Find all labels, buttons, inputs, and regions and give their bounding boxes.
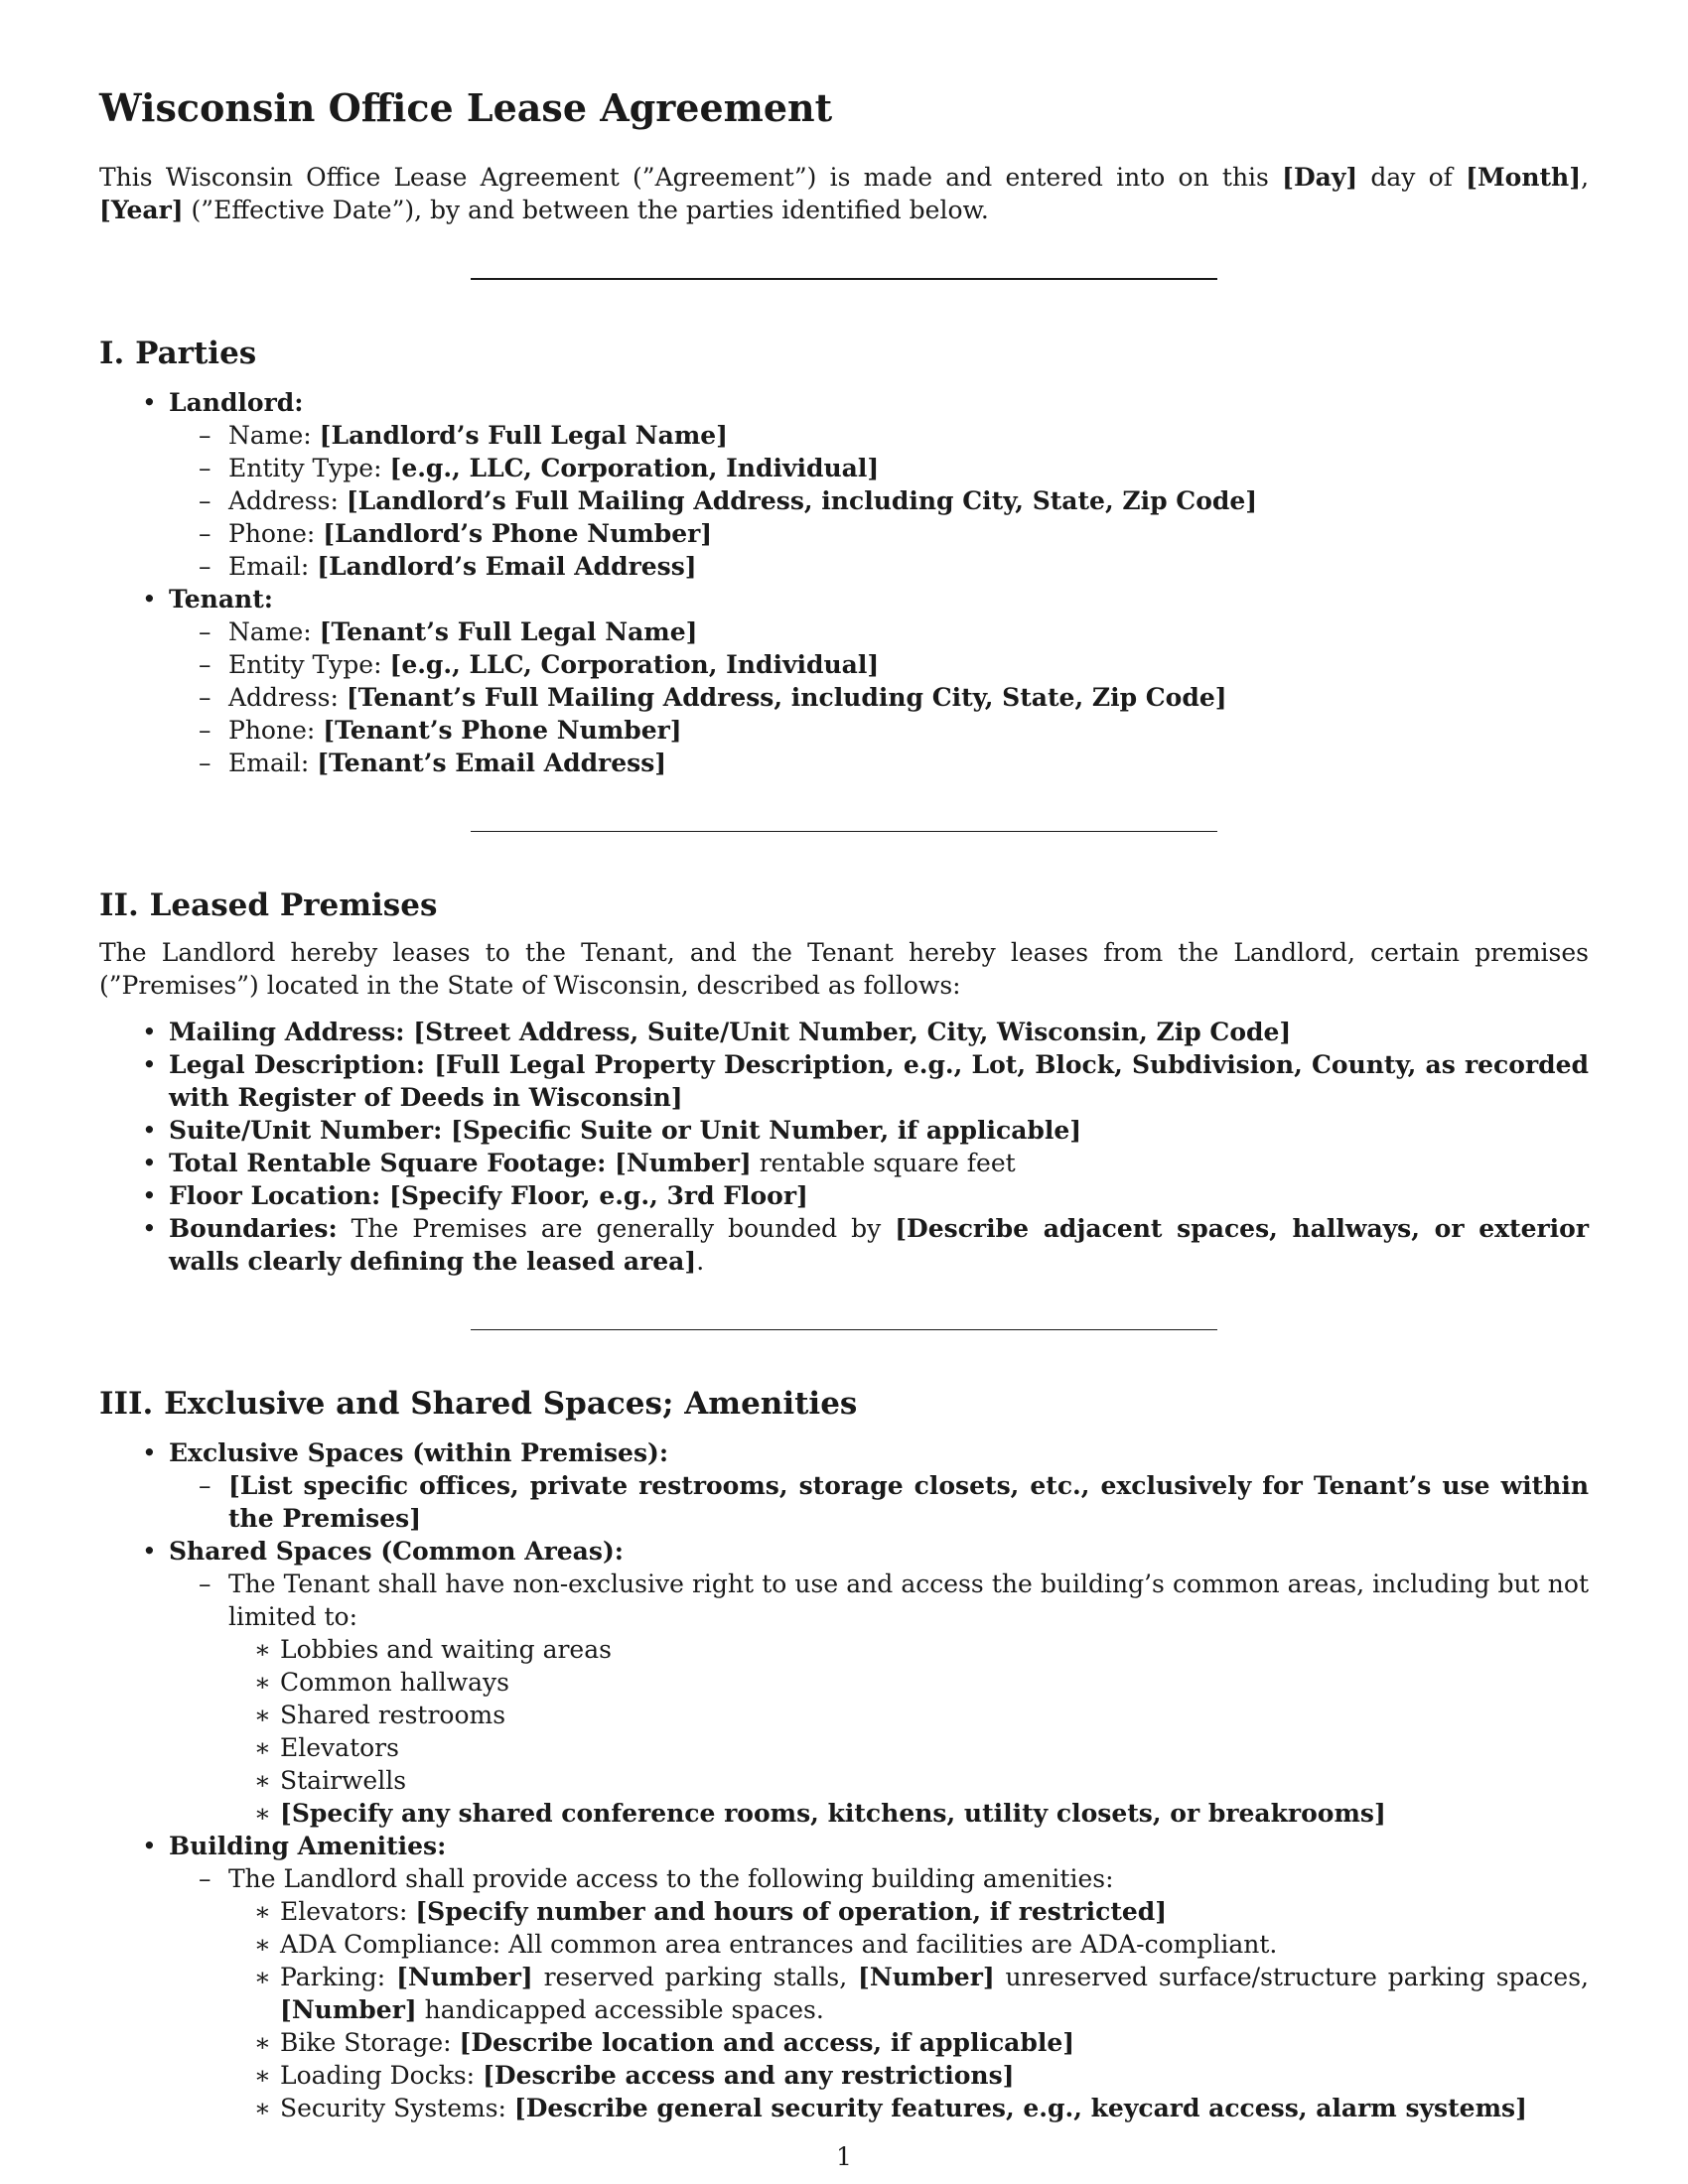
list-item: ∗ Common hallways [228,1666,1589,1699]
field-label: Boundaries: [169,1213,338,1243]
field-placeholder: [Specific Suite or Unit Number, if applicable] [451,1115,1082,1145]
square-footage-item [99,1147,1589,1179]
field-suffix: . [696,1246,705,1276]
day-placeholder: [Day] [1282,162,1358,192]
section-heading-spaces: III. Exclusive and Shared Spaces; Amenities [99,1385,858,1422]
exclusive-spaces-label: Exclusive Spaces (within Premises): [169,1438,669,1468]
landlord-item [99,386,1589,583]
landlord-phone [169,517,1589,550]
field-placeholder: [Describe access and any restrictions] [483,2061,1015,2091]
field-label: Mailing Address: [169,1017,414,1046]
boundaries-item [99,1212,1589,1278]
field-label: Address: [228,682,347,712]
field-label: Name: [228,420,320,450]
section-divider [471,831,1217,832]
field-placeholder: [Landlord’s Full Mailing Address, including City, State, Zip Code] [346,485,1258,515]
field-placeholder: [List specific offices, private restrooms, storage closets, etc., exclusively for Tenant’s use within the Premises] [228,1471,1589,1534]
section-divider [471,1329,1217,1330]
amenity-loading-docks [228,2059,1589,2092]
shared-spaces-details [169,1568,1589,1830]
field-placeholder: [Landlord’s Full Legal Name] [319,420,729,450]
tenant-label: Tenant: [169,584,273,614]
field-placeholder: [Street Address, Suite/Unit Number, City, Wisconsin, Zip Code] [413,1017,1292,1046]
tenant-address [169,681,1589,714]
exclusive-spaces-details [169,1469,1589,1535]
amenity-bike-storage [228,2026,1589,2059]
landlord-address [169,484,1589,517]
building-amenities-label: Building Amenities: [169,1832,447,1861]
list-item: ∗ Elevators [228,1731,1589,1764]
field-placeholder: [Describe adjacent spaces, hallways, or exterior walls clearly defining the leased area] [169,1213,1590,1276]
exclusive-spaces-placeholder [169,1469,1589,1535]
tenant-entity-type [169,648,1589,681]
field-text: handicapped accessible spaces. [416,1995,824,2025]
list-item: ∗ Lobbies and waiting areas [228,1633,1589,1666]
field-label: Bike Storage: [280,2028,460,2058]
field-placeholder: [Tenant’s Full Mailing Address, including City, State, Zip Code] [346,682,1227,712]
list-item: ∗ Stairwells [228,1764,1589,1797]
field-label: Parking: [280,1963,397,1992]
month-placeholder: [Month] [1466,162,1582,192]
shared-spaces-item [99,1535,1589,1830]
shared-spaces-list [228,1633,1589,1830]
field-label: Legal Description: [169,1049,435,1079]
field-placeholder: [Tenant’s Email Address] [317,748,667,777]
tenant-phone [169,714,1589,747]
field-placeholder: [Landlord’s Email Address] [317,551,697,581]
field-label: Email: [228,551,318,581]
field-text: unreserved surface/structure parking spaces, [994,1963,1589,1992]
exclusive-spaces-item [99,1436,1589,1535]
page-number: 1 [836,2142,852,2171]
landlord-name [169,419,1589,452]
tenant-details [169,615,1589,779]
field-label: Phone: [228,715,324,745]
section-divider [471,278,1217,280]
field-label: Entity Type: [228,453,390,482]
section-heading-premises: II. Leased Premises [99,887,438,923]
building-amenities-item [99,1830,1589,2124]
mailing-address-item [99,1016,1589,1048]
suite-number-item [99,1114,1589,1147]
field-placeholder: [Full Legal Property Description, e.g., Lot, Block, Subdivision, County, as recorded with Register of Deeds in Wisconsin] [169,1049,1589,1112]
landlord-details [169,419,1589,583]
landlord-email [169,550,1589,583]
intro-text: day of [1357,162,1467,192]
floor-location-item [99,1179,1589,1212]
field-text: The Landlord shall provide access to the following building amenities: [228,1864,1114,1894]
field-placeholder: [Number] [858,1963,995,1992]
field-placeholder: [Specify any shared conference rooms, kitchens, utility closets, or breakrooms] [280,1799,1386,1829]
field-label: Suite/Unit Number: [169,1115,452,1145]
legal-description-item [99,1048,1589,1114]
field-label: Total Rentable Square Footage: [169,1148,616,1177]
field-label: Floor Location: [169,1180,389,1210]
amenity-ada: ∗ ADA Compliance: All common area entrances and facilities are ADA-compliant. [228,1928,1589,1961]
amenity-parking [228,1961,1589,2026]
field-label: Address: [228,485,347,515]
field-text: The Tenant shall have non-exclusive right to use and access the building’s common areas, including but not limited to: [228,1570,1589,1632]
intro-text: This Wisconsin Office Lease Agreement (”Agreement”) is made and entered into on this [99,162,1283,192]
tenant-email [169,747,1589,779]
tenant-item [99,583,1589,779]
section-heading-parties: I. Parties [99,335,257,371]
building-amenities-details [169,1862,1589,2124]
field-label: Security Systems: [280,2094,514,2123]
field-placeholder: [Number] [280,1995,417,2025]
field-label: Name: [228,616,320,646]
spaces-list [99,1436,1589,2124]
tenant-name [169,615,1589,648]
shared-spaces-label: Shared Spaces (Common Areas): [169,1537,624,1567]
field-placeholder: [e.g., LLC, Corporation, Individual] [389,649,880,679]
field-placeholder: [Tenant’s Phone Number] [323,715,682,745]
intro-text: , [1581,162,1590,192]
field-suffix: rentable square feet [751,1148,1016,1177]
field-placeholder: [Describe location and access, if applicable] [459,2028,1075,2058]
premises-list [99,1016,1589,1278]
field-placeholder: [Landlord’s Phone Number] [323,518,713,548]
intro-text: (”Effective Date”), by and between the parties identified below. [183,195,989,224]
landlord-entity-type [169,452,1589,484]
field-placeholder: [Tenant’s Full Legal Name] [319,616,698,646]
document-title: Wisconsin Office Lease Agreement [99,85,833,130]
field-text: reserved parking stalls, [532,1963,859,1992]
parties-list [99,386,1589,779]
amenities-intro [169,1862,1589,2124]
list-item [228,1797,1589,1830]
year-placeholder: [Year] [99,195,184,224]
intro-paragraph [99,161,1589,226]
amenity-security [228,2092,1589,2124]
field-label: Elevators: [280,1897,416,1927]
field-placeholder: [e.g., LLC, Corporation, Individual] [389,453,880,482]
field-text: The Premises are generally bounded by [337,1213,896,1243]
amenities-list [228,1895,1589,2124]
field-label: Email: [228,748,318,777]
amenity-elevators [228,1895,1589,1928]
premises-intro: The Landlord hereby leases to the Tenant, and the Tenant hereby leases from the Landlord, certain premises (”Premises”) located in the State of Wisconsin, described as follows: [99,937,1589,1000]
field-placeholder: [Number] [615,1148,752,1177]
field-label: Phone: [228,518,324,548]
shared-spaces-intro [169,1568,1589,1830]
field-label: Entity Type: [228,649,390,679]
list-item: ∗ Shared restrooms [228,1699,1589,1731]
landlord-label: Landlord: [169,387,304,417]
field-placeholder: [Describe general security features, e.g., keycard access, alarm systems] [513,2094,1527,2123]
field-placeholder: [Number] [396,1963,533,1992]
field-placeholder: [Specify number and hours of operation, if restricted] [415,1897,1168,1927]
field-label: Loading Docks: [280,2061,484,2091]
field-placeholder: [Specify Floor, e.g., 3rd Floor] [388,1180,808,1210]
